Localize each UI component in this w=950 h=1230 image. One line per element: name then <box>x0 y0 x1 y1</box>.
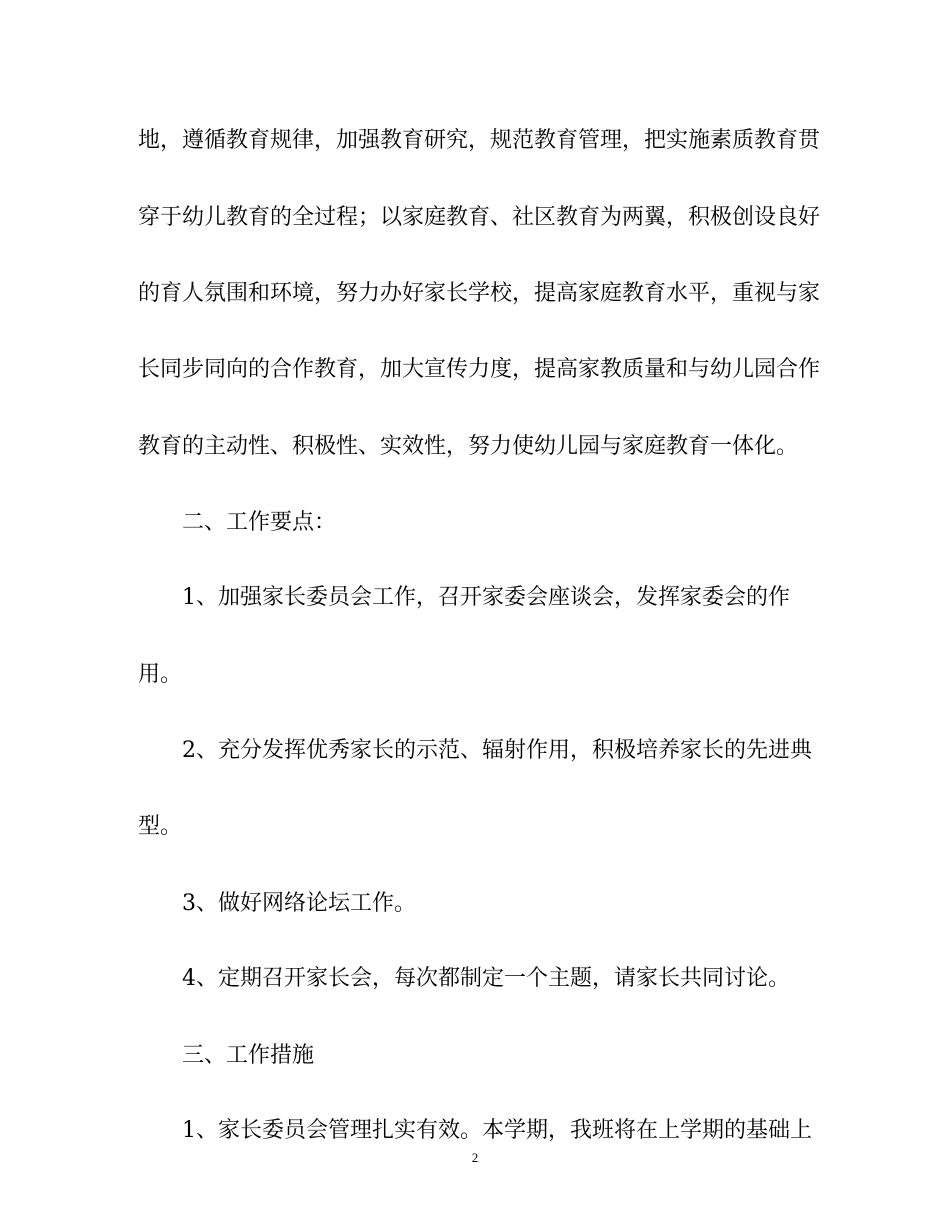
paragraph-line: 地，遵循教育规律，加强教育研究，规范教育管理，把实施素质教育贯 <box>138 128 821 153</box>
section-heading: 三、工作措施 <box>182 1043 315 1068</box>
list-item-line: 4、定期召开家长会，每次都制定一个主题，请家长共同讨论。 <box>182 966 790 991</box>
list-item-line: 3、做好网络论坛工作。 <box>182 891 416 916</box>
page-number: 2 <box>471 1150 479 1165</box>
list-item-line: 1、加强家长委员会工作，召开家委会座谈会，发挥家委会的作 <box>182 585 790 610</box>
paragraph-line: 穿于幼儿教育的全过程；以家庭教育、社区教育为两翼，积极创设良好 <box>138 205 821 230</box>
paragraph-line: 长同步同向的合作教育，加大宣传力度，提高家教质量和与幼儿园合作 <box>138 357 821 382</box>
section-heading: 二、工作要点： <box>182 510 337 535</box>
list-item-line: 用。 <box>138 662 183 687</box>
list-item-line: 型。 <box>138 814 183 839</box>
paragraph-line: 的育人氛围和环境，努力办好家长学校，提高家庭教育水平，重视与家 <box>138 281 821 306</box>
list-item-line: 1、家长委员会管理扎实有效。本学期，我班将在上学期的基础上 <box>182 1118 812 1143</box>
paragraph-line: 教育的主动性、积极性、实效性，努力使幼儿园与家庭教育一体化。 <box>138 434 799 459</box>
list-item-line: 2、充分发挥优秀家长的示范、辐射作用，积极培养家长的先进典 <box>182 738 812 763</box>
